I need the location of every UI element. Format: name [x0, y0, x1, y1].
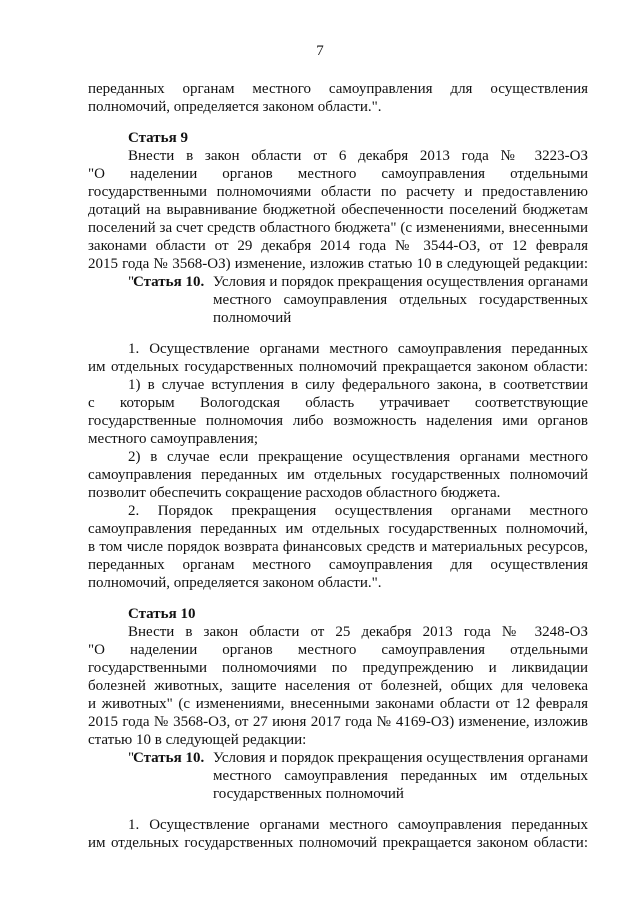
text-line: 2015 года № 3568-ОЗ) изменение, изложив статью 10 в следующей редакции: [88, 256, 588, 272]
text-line: поселений за счет средств областного бюджета" (с изменениями, внесенными [88, 220, 588, 236]
text-line: им отдельных государственных полномочий прекращается законом области: [88, 835, 588, 851]
text-line: местного самоуправления; [88, 431, 259, 447]
text-line: и животных" (с изменениями, внесенными законами области от 12 февраля [88, 696, 588, 712]
text-line: " [128, 750, 135, 766]
text-line: им отдельных государственных полномочий прекращается законом области: [88, 359, 588, 375]
text-line: 2) в случае если прекращение осуществления органами местного [128, 449, 588, 465]
text-line: местного самоуправления отдельных государственных [213, 292, 588, 308]
text-line: 1. Осуществление органами местного самоуправления переданных [128, 341, 588, 357]
text-line: самоуправления переданных им отдельных государственных полномочий, [88, 521, 588, 537]
text-line: "О наделении органов местного самоуправления отдельными [88, 166, 588, 182]
text-line: самоуправления переданных им отдельных государственных полномочий [88, 467, 588, 483]
text-line: Внести в закон области от 6 декабря 2013 года № 3223-ОЗ [128, 148, 588, 164]
text-line: с которым Вологодская область утрачивает соответствующие [88, 395, 588, 411]
text-line: Условия и порядок прекращения осуществления органами [213, 750, 588, 766]
text-line: переданных органам местного самоуправления для осуществления [88, 81, 588, 97]
text-line: Условия и порядок прекращения осуществления органами [213, 274, 588, 290]
text-line: переданных органам местного самоуправления для осуществления [88, 557, 588, 573]
text-line: законами области от 29 декабря 2014 года № 3544-ОЗ, от 12 февраля [88, 238, 588, 254]
text-line: государственными полномочиями по предупреждению и ликвидации [88, 660, 588, 676]
text-line: 2. Порядок прекращения осуществления органами местного [128, 503, 588, 519]
text-line: "О наделении органов местного самоуправления отдельными [88, 642, 588, 658]
text-line: местного самоуправления переданных им отдельных [213, 768, 588, 784]
text-line: полномочий, определяется законом области.". [88, 575, 382, 591]
page-number: 7 [316, 43, 324, 59]
text-line: статью 10 в следующей редакции: [88, 732, 307, 748]
article-heading: Статья 9 [128, 130, 188, 146]
text-line: государственные полномочия либо возможность наделения ими органов [88, 413, 588, 429]
text-line: государственными полномочиями области по расчету и предоставлению [88, 184, 588, 200]
text-line: Внести в закон области от 25 декабря 2013 года № 3248-ОЗ [128, 624, 588, 640]
article-heading: Статья 10. [133, 274, 205, 290]
text-line: государственных полномочий [213, 786, 404, 802]
text-line: в том числе порядок возврата финансовых средств и материальных ресурсов, [88, 539, 588, 555]
text-line: 1. Осуществление органами местного самоуправления переданных [128, 817, 588, 833]
text-line: позволит обеспечить сокращение расходов областного бюджета. [88, 485, 501, 501]
text-line: полномочий [213, 310, 292, 326]
text-line: 1) в случае вступления в силу федерального закона, в соответствии [128, 377, 588, 393]
text-line: болезней животных, защите населения от болезней, общих для человека [88, 678, 588, 694]
text-line: " [128, 274, 135, 290]
text-line: полномочий, определяется законом области.". [88, 99, 382, 115]
text-line: дотаций на выравнивание бюджетной обеспеченности поселений бюджетам [88, 202, 588, 218]
article-heading: Статья 10. [133, 750, 205, 766]
article-heading: Статья 10 [128, 606, 196, 622]
text-line: 2015 года № 3568-ОЗ, от 27 июня 2017 года № 4169-ОЗ) изменение, изложив [88, 714, 588, 730]
